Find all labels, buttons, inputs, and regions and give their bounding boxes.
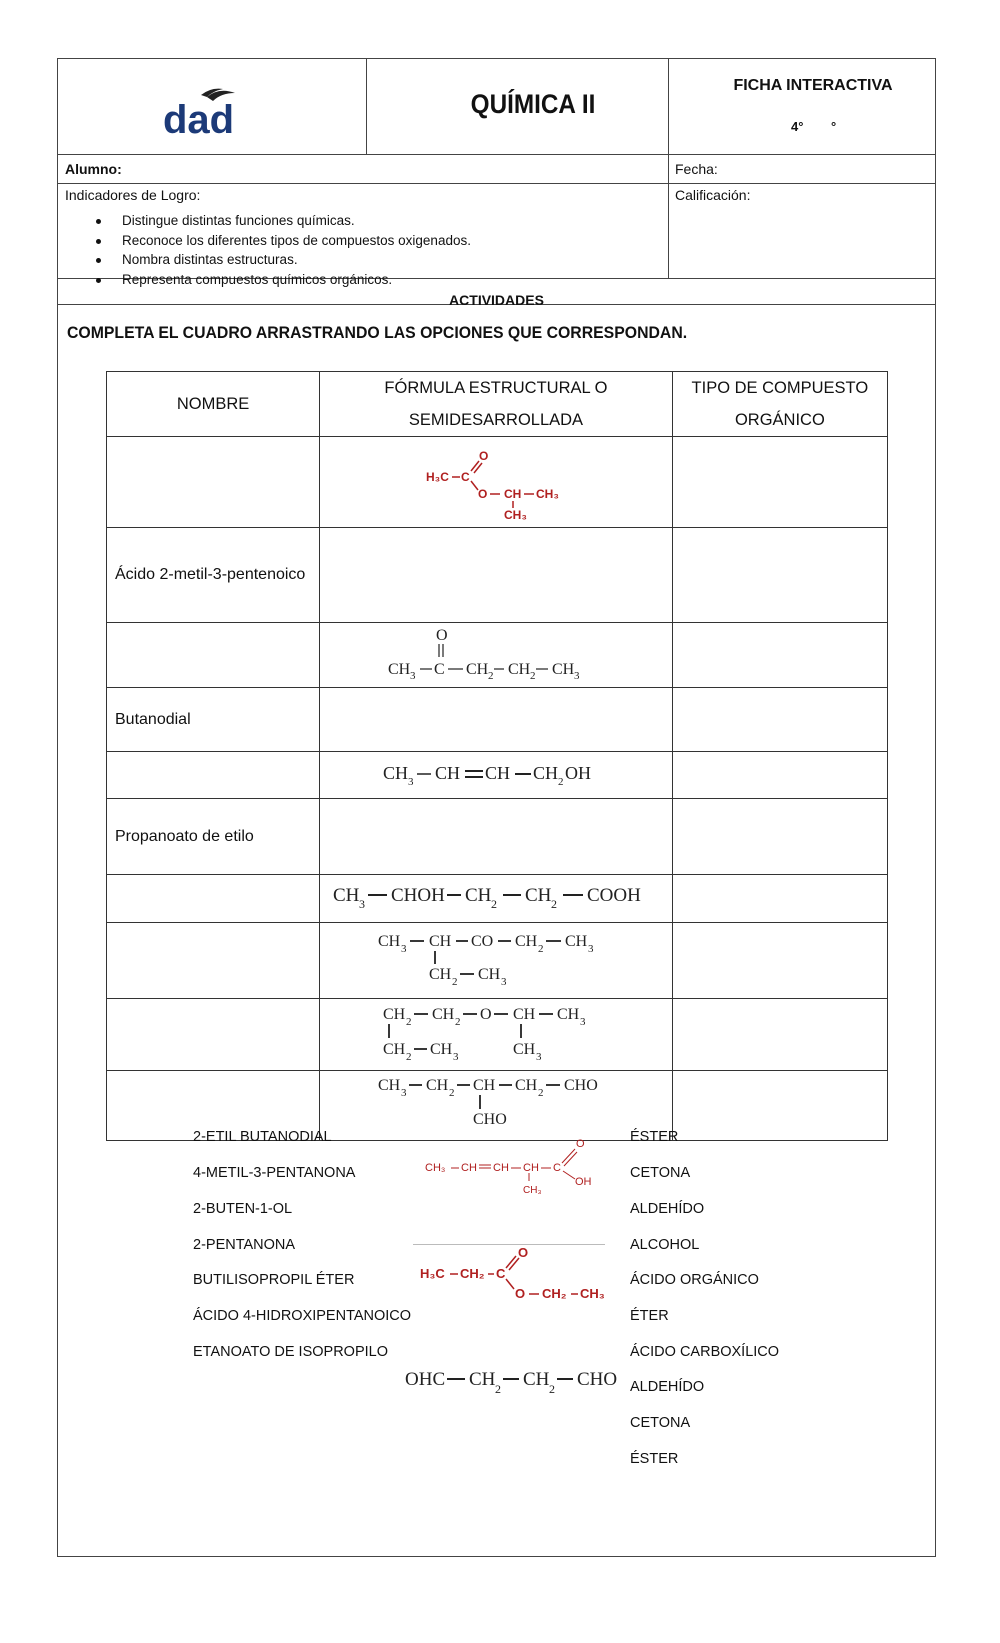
date-label: Fecha: xyxy=(675,161,718,177)
svg-text:C: C xyxy=(433,661,445,678)
svg-text:CHO: CHO xyxy=(563,1076,598,1094)
svg-text:3: 3 xyxy=(500,975,507,988)
svg-text:CH: CH xyxy=(503,487,522,501)
svg-text:2: 2 xyxy=(549,1382,555,1396)
formula-cell xyxy=(320,875,673,923)
svg-text:O: O xyxy=(479,1005,492,1023)
svg-text:CH: CH xyxy=(514,932,538,950)
option-type[interactable]: ÁCIDO ORGÁNICO xyxy=(630,1272,759,1288)
svg-text:2: 2 xyxy=(557,776,564,788)
option-type[interactable]: ALCOHOL xyxy=(630,1237,700,1253)
name-cell[interactable]: Ácido 2-metil-3-pentenoico xyxy=(107,528,320,623)
svg-text:CH: CH xyxy=(332,884,360,906)
name-cell[interactable] xyxy=(107,752,320,799)
svg-text:O: O xyxy=(518,1246,529,1260)
type-cell[interactable] xyxy=(672,799,887,875)
indicator-item: Reconoce los diferentes tipos de compuestos oxigenados. xyxy=(112,231,471,251)
svg-text:3: 3 xyxy=(573,670,580,682)
svg-text:CH: CH xyxy=(477,965,501,983)
header-type: TIPO DE COMPUESTO ORGÁNICO xyxy=(672,372,887,437)
svg-text:CH: CH xyxy=(472,1076,496,1094)
svg-text:CH₃: CH₃ xyxy=(503,508,527,522)
option-type[interactable]: ÉTER xyxy=(630,1308,669,1324)
svg-text:OH: OH xyxy=(564,763,591,783)
svg-text:CH: CH xyxy=(461,1162,477,1174)
svg-text:O: O xyxy=(576,1138,585,1150)
svg-text:CHO: CHO xyxy=(577,1369,618,1390)
svg-text:CH: CH xyxy=(377,1076,401,1094)
type-cell[interactable] xyxy=(672,528,887,623)
formula-2-buten-1-ol xyxy=(381,755,611,795)
table-row xyxy=(107,875,888,923)
svg-text:3: 3 xyxy=(409,670,416,682)
svg-text:2: 2 xyxy=(405,1015,412,1028)
instruction: COMPLETA EL CUADRO ARRASTRANDO LAS OPCIONES QUE CORRESPONDAN. xyxy=(67,323,688,342)
svg-text:CH: CH xyxy=(382,1040,406,1058)
svg-text:O: O xyxy=(478,449,489,463)
name-cell[interactable] xyxy=(107,999,320,1071)
exercise-table xyxy=(106,371,888,1141)
option-type[interactable]: ÉSTER xyxy=(630,1129,679,1145)
sheet-type: FICHA INTERACTIVA xyxy=(733,77,893,94)
svg-text:CH: CH xyxy=(469,1369,496,1390)
type-cell[interactable] xyxy=(672,623,887,688)
svg-text:CH: CH xyxy=(512,1005,536,1023)
grade-label: Calificación: xyxy=(675,187,751,203)
type-cell[interactable] xyxy=(672,999,887,1071)
svg-text:CH: CH xyxy=(564,932,588,950)
svg-text:CH: CH xyxy=(429,1040,453,1058)
table-row xyxy=(107,437,888,528)
svg-text:CH: CH xyxy=(377,932,401,950)
option-name[interactable]: ETANOATO DE ISOPROPILO xyxy=(193,1344,388,1360)
formula-cell xyxy=(320,437,673,528)
option-name[interactable]: 2-BUTEN-1-OL xyxy=(193,1201,293,1217)
type-cell[interactable] xyxy=(672,1071,887,1141)
indicators-list xyxy=(112,211,471,289)
svg-text:CH: CH xyxy=(387,661,411,678)
grade: 4° xyxy=(791,119,804,134)
table-row xyxy=(107,752,888,799)
name-cell[interactable] xyxy=(107,623,320,688)
svg-text:C: C xyxy=(553,1162,561,1174)
option-type[interactable]: ÁCIDO CARBOXÍLICO xyxy=(630,1344,780,1360)
option-type[interactable]: ALDEHÍDO xyxy=(630,1379,705,1395)
svg-text:2: 2 xyxy=(454,1015,461,1028)
name-cell[interactable]: Propanoato de etilo xyxy=(107,799,320,875)
svg-text:CH: CH xyxy=(434,763,460,783)
svg-text:CH: CH xyxy=(428,932,452,950)
svg-text:2: 2 xyxy=(487,670,494,682)
svg-text:CH₃: CH₃ xyxy=(580,1286,605,1301)
svg-text:CH: CH xyxy=(382,763,408,783)
svg-text:CHOH: CHOH xyxy=(390,884,445,906)
svg-text:3: 3 xyxy=(579,1015,586,1028)
option-name[interactable]: BUTILISOPROPIL ÉTER xyxy=(193,1272,355,1288)
svg-text:O: O xyxy=(477,487,488,501)
svg-text:OHC: OHC xyxy=(405,1369,446,1390)
svg-text:CH: CH xyxy=(382,1005,406,1023)
svg-text:3: 3 xyxy=(587,942,594,955)
table-row xyxy=(107,999,888,1071)
table-row xyxy=(107,923,888,999)
svg-text:CH: CH xyxy=(431,1005,455,1023)
svg-text:CH: CH xyxy=(532,763,558,783)
option-name[interactable]: 2-PENTANONA xyxy=(193,1237,296,1253)
type-cell[interactable] xyxy=(672,875,887,923)
svg-text:CH₃: CH₃ xyxy=(523,1185,542,1196)
option-formula-butanedial[interactable] xyxy=(403,1361,633,1408)
formula-4-hydroxypentanoic-acid xyxy=(331,879,661,919)
type-cell[interactable] xyxy=(672,688,887,752)
indicator-item: Distingue distintas funciones químicas. xyxy=(112,211,471,231)
section: ° xyxy=(831,119,837,134)
header-name: NOMBRE xyxy=(107,372,320,437)
option-name[interactable]: ÁCIDO 4-HIDROXIPENTANOICO xyxy=(193,1308,412,1324)
page-title: QUÍMICA II xyxy=(470,89,596,119)
option-formula-acid[interactable] xyxy=(423,1137,623,1204)
svg-text:3: 3 xyxy=(358,896,365,911)
svg-text:CH: CH xyxy=(551,661,575,678)
svg-text:CH: CH xyxy=(428,965,452,983)
option-name[interactable]: 2-ETIL BUTANODIAL xyxy=(193,1129,332,1145)
svg-text:2: 2 xyxy=(405,1050,412,1063)
logo-text: dad xyxy=(163,98,235,141)
option-type[interactable]: CETONA xyxy=(630,1415,691,1431)
svg-text:CO: CO xyxy=(470,932,494,950)
option-type[interactable]: CETONA xyxy=(630,1165,691,1181)
worksheet xyxy=(57,58,936,1557)
type-cell[interactable] xyxy=(672,752,887,799)
name-cell[interactable] xyxy=(107,437,320,528)
formula-ketone-branched xyxy=(376,926,616,996)
svg-text:3: 3 xyxy=(452,1050,459,1063)
svg-text:CH₃: CH₃ xyxy=(425,1162,446,1174)
svg-text:2: 2 xyxy=(550,896,557,911)
svg-text:2: 2 xyxy=(537,942,544,955)
svg-text:2: 2 xyxy=(529,670,536,682)
svg-text:CH: CH xyxy=(465,661,489,678)
svg-text:C: C xyxy=(496,1266,506,1281)
svg-text:3: 3 xyxy=(407,776,414,788)
svg-text:3: 3 xyxy=(400,942,407,955)
header-formula: FÓRMULA ESTRUCTURAL O SEMIDESARROLLADA xyxy=(320,372,673,437)
type-cell[interactable] xyxy=(672,923,887,999)
formula-cell[interactable] xyxy=(320,688,673,752)
svg-text:O: O xyxy=(435,627,448,644)
svg-text:H₃C: H₃C xyxy=(425,470,449,484)
svg-text:CH: CH xyxy=(425,1076,449,1094)
svg-text:CH: CH xyxy=(523,1162,539,1174)
formula-cell xyxy=(320,999,673,1071)
svg-text:CH: CH xyxy=(524,884,552,906)
option-type[interactable]: ÉSTER xyxy=(630,1451,679,1467)
svg-text:CHO: CHO xyxy=(472,1110,507,1128)
table-row xyxy=(107,688,888,752)
svg-text:H₃C: H₃C xyxy=(420,1266,445,1281)
svg-text:2: 2 xyxy=(448,1086,455,1099)
student-label: Alumno: xyxy=(65,161,122,177)
formula-cell xyxy=(320,752,673,799)
table-row xyxy=(107,623,888,688)
svg-text:3: 3 xyxy=(400,1086,407,1099)
option-formula-ester[interactable] xyxy=(418,1246,618,1311)
option-type[interactable]: ALDEHÍDO xyxy=(630,1201,705,1217)
svg-text:C: C xyxy=(460,470,470,484)
formula-2-pentanone xyxy=(386,624,606,686)
svg-text:OH: OH xyxy=(575,1176,592,1188)
svg-text:CH: CH xyxy=(512,1040,536,1058)
formula-isopropyl-ethanoate xyxy=(416,442,576,522)
svg-text:2: 2 xyxy=(490,896,497,911)
activities-heading: ACTIVIDADES xyxy=(449,292,544,308)
formula-2-ethylbutanedial xyxy=(376,1074,616,1138)
svg-text:CH: CH xyxy=(484,763,510,783)
svg-text:2: 2 xyxy=(537,1086,544,1099)
type-cell[interactable] xyxy=(672,437,887,528)
svg-text:CH₂: CH₂ xyxy=(460,1266,485,1281)
name-cell[interactable]: Butanodial xyxy=(107,688,320,752)
name-cell[interactable] xyxy=(107,875,320,923)
svg-text:COOH: COOH xyxy=(586,884,641,906)
svg-text:2: 2 xyxy=(495,1382,501,1396)
school-logo xyxy=(161,85,241,141)
formula-cell[interactable] xyxy=(320,799,673,875)
formula-cell xyxy=(320,923,673,999)
table-row xyxy=(107,799,888,875)
svg-text:CH₂: CH₂ xyxy=(542,1286,567,1301)
name-cell[interactable] xyxy=(107,923,320,999)
indicator-item: Nombra distintas estructuras. xyxy=(112,250,471,270)
svg-text:2: 2 xyxy=(451,975,458,988)
svg-text:CH: CH xyxy=(493,1162,509,1174)
svg-text:CH: CH xyxy=(523,1369,550,1390)
formula-cell xyxy=(320,1071,673,1141)
formula-cell[interactable] xyxy=(320,528,673,623)
option-name[interactable]: 4-METIL-3-PENTANONA xyxy=(193,1165,356,1181)
formula-ether-branched xyxy=(381,1001,611,1069)
indicators-label: Indicadores de Logro: xyxy=(65,187,201,203)
formula-cell xyxy=(320,623,673,688)
svg-text:CH: CH xyxy=(507,661,531,678)
svg-text:O: O xyxy=(515,1286,526,1301)
svg-text:CH₃: CH₃ xyxy=(535,487,559,501)
svg-text:CH: CH xyxy=(464,884,492,906)
svg-text:CH: CH xyxy=(556,1005,580,1023)
svg-text:3: 3 xyxy=(535,1050,542,1063)
table-row xyxy=(107,528,888,623)
indicator-item: Representa compuestos químicos orgánicos. xyxy=(112,270,471,290)
svg-text:CH: CH xyxy=(514,1076,538,1094)
